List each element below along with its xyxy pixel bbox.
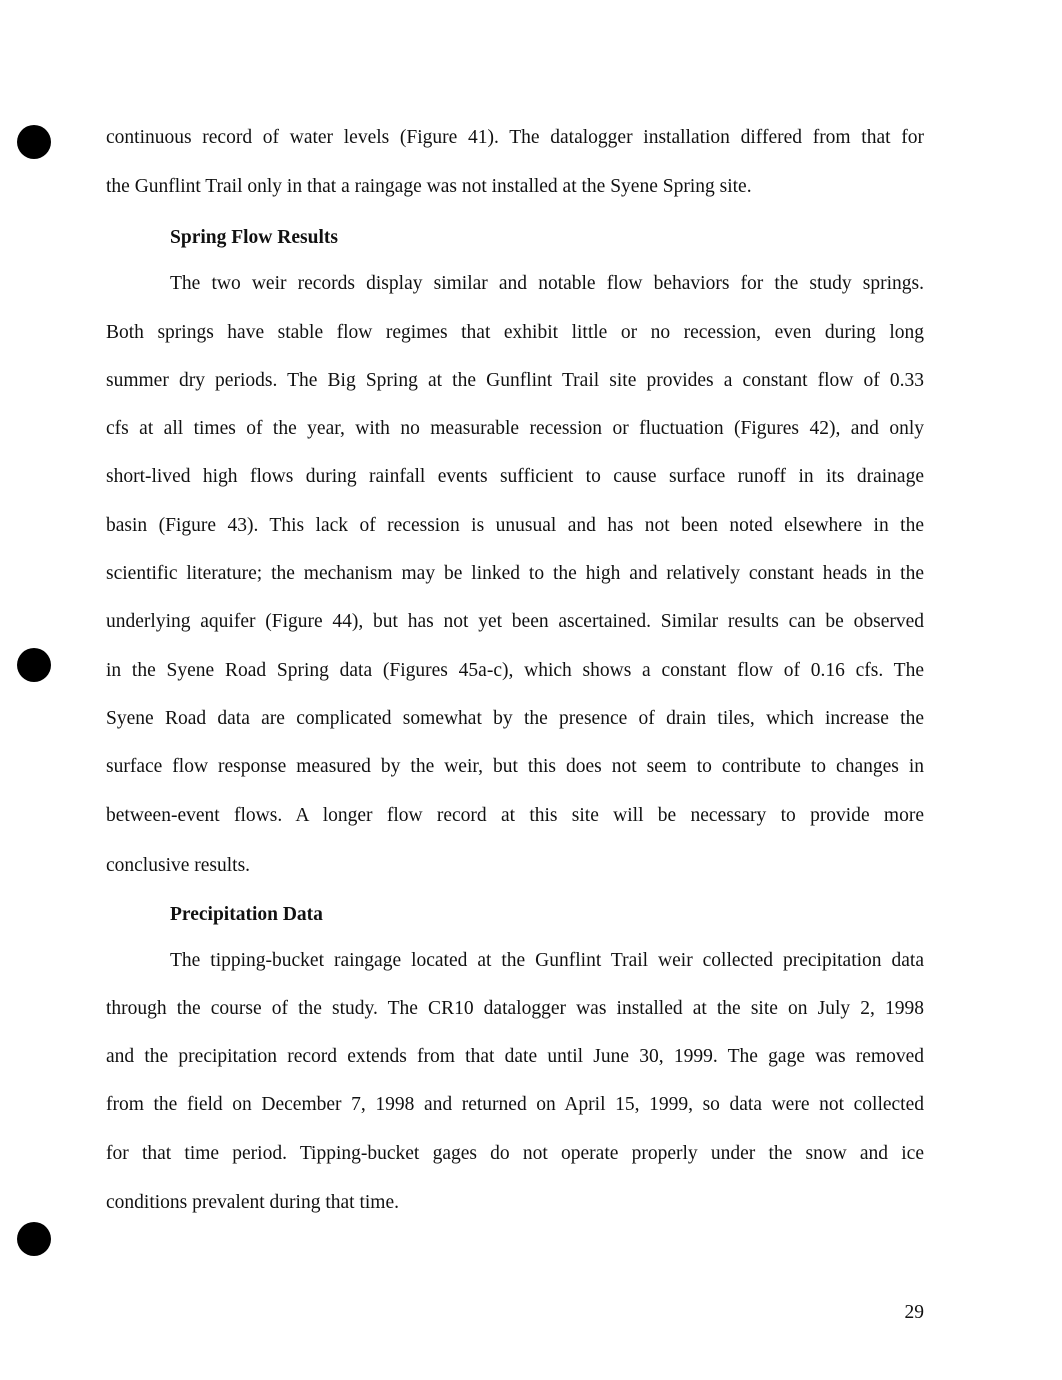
text-line: through the course of the study. The CR10 datalogger was installed at the site on July 2, 1998 <box>106 998 924 1019</box>
text-line: Syene Road data are complicated somewhat by the presence of drain tiles, which increase the <box>106 708 924 729</box>
text-line: in the Syene Road Spring data (Figures 45a-c), which shows a constant flow of 0.16 cfs. The <box>106 660 924 681</box>
text-line: and the precipitation record extends from that date until June 30, 1999. The gage was removed <box>106 1046 924 1067</box>
text-line: conclusive results. <box>106 855 251 876</box>
text-line: from the field on December 7, 1998 and returned on April 15, 1999, so data were not collected <box>106 1094 924 1115</box>
text-line: The two weir records display similar and notable flow behaviors for the study springs. <box>170 273 924 294</box>
page-number: 29 <box>904 1302 924 1323</box>
text-line: short-lived high flows during rainfall events sufficient to cause surface runoff in its drainage <box>106 466 924 487</box>
text-line: for that time period. Tipping-bucket gages do not operate properly under the snow and ice <box>106 1143 924 1164</box>
punch-hole-middle <box>17 648 51 682</box>
section-heading-spring-flow: Spring Flow Results <box>170 227 338 248</box>
text-line: continuous record of water levels (Figure 41). The datalogger installation differed from that for <box>106 127 924 148</box>
text-line: Both springs have stable flow regimes that exhibit little or no recession, even during long <box>106 322 924 343</box>
text-line: summer dry periods. The Big Spring at the Gunflint Trail site provides a constant flow of 0.33 <box>106 370 924 391</box>
text-line: cfs at all times of the year, with no measurable recession or fluctuation (Figures 42), and only <box>106 418 924 439</box>
text-line: underlying aquifer (Figure 44), but has not yet been ascertained. Similar results can be observed <box>106 611 924 632</box>
text-line: conditions prevalent during that time. <box>106 1192 399 1213</box>
text-line: basin (Figure 43). This lack of recession is unusual and has not been noted elsewhere in the <box>106 515 924 536</box>
text-line: surface flow response measured by the weir, but this does not seem to contribute to changes in <box>106 756 924 777</box>
text-line: scientific literature; the mechanism may be linked to the high and relatively constant heads in the <box>106 563 924 584</box>
text-line: between-event flows. A longer flow record at this site will be necessary to provide more <box>106 805 924 826</box>
text-line: the Gunflint Trail only in that a raingage was not installed at the Syene Spring site. <box>106 176 752 197</box>
text-line: The tipping-bucket raingage located at the Gunflint Trail weir collected precipitation data <box>170 950 924 971</box>
punch-hole-bottom <box>17 1222 51 1256</box>
punch-hole-top <box>17 125 51 159</box>
section-heading-precipitation: Precipitation Data <box>170 904 323 925</box>
